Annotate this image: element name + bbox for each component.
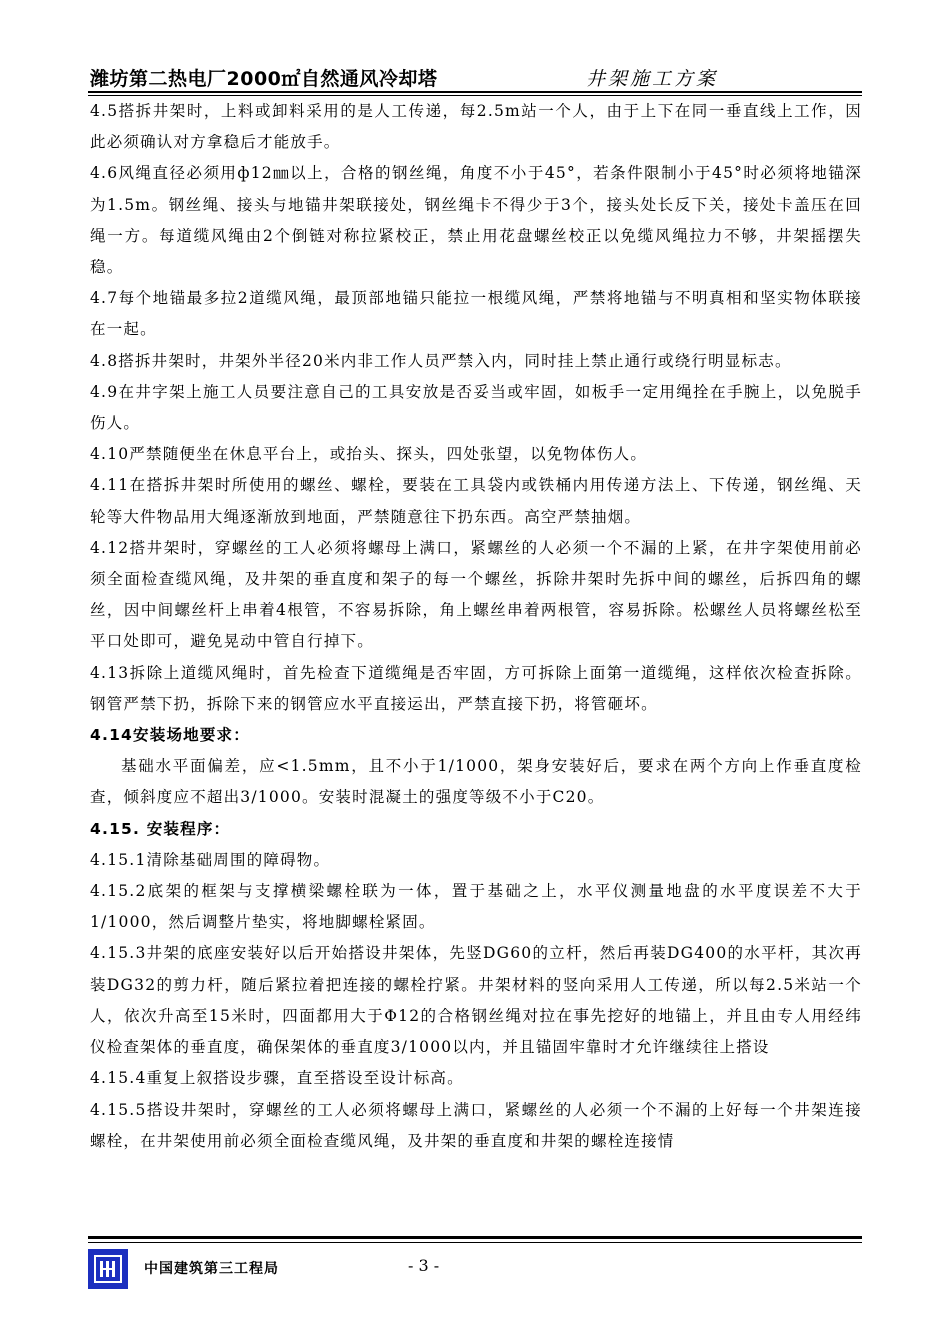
page-number: - 3 - [408,1256,440,1275]
page-footer [88,1236,862,1296]
paragraph: 4.15.2底架的框架与支撑横梁螺栓联为一体，置于基础之上，水平仪测量地盘的水平度误差不大于1/1000，然后调整片垫实，将地脚螺栓紧固。 [90,882,862,932]
paragraph: 4.8搭拆井架时，井架外半径20米内非工作人员严禁入内，同时挂上禁止通行或绕行明显标志。 [90,351,792,370]
paragraph: 4.13拆除上道缆风绳时，首先检查下道缆绳是否牢固，方可拆除上面第一道缆绳，这样依次检查拆除。钢管严禁下扔，拆除下来的钢管应水平直接运出，严禁直接下扔，将管砸坏。 [90,663,862,713]
paragraph: 4.9在井字架上施工人员要注意自己的工具安放是否妥当或牢固，如板手一定用绳拴在手腕上，以免脱手伤人。 [90,382,862,433]
paragraph: 4.15.5搭设井架时，穿螺丝的工人必须将螺母上满口，紧螺丝的人必须一个不漏的上好每一个井架连接螺栓，在井架使用前必须全面检查缆风绳，及井架的垂直度和井架的螺栓连接情 [90,1100,862,1150]
section-heading: 4.15. 安装程序： [90,819,231,838]
document-title: 潍坊第二热电厂2000㎡自然通风冷却塔 [90,68,438,90]
section-title: 井架施工方案 [586,68,719,90]
organization-name: 中国建筑第三工程局 [144,1261,279,1277]
paragraph: 4.15.3井架的底座安装好以后开始搭设井架体，先竖DG60的立杆，然后再装DG400的水平杆，其次再装DG32的剪力杆，随后紧拉着把连接的螺栓拧紧。井架材料的竖向采用人工传递，所以每2.5米站一个人，依次升高至15米时，四面都用大于Φ12的合格钢丝绳对拉在事先挖好的地锚上，并且由专人用经纬仪检查架体的垂直度，确保架体的垂直度3/1000以内，并且锚固牢靠时才允许继续往上搭设 [90,944,862,1057]
paragraph: 4.6风绳直径必须用ф12㎜以上，合格的钢丝绳，角度不小于45°，若条件限制小于45°时必须将地锚深为1.5m。钢丝绳、接头与地锚井架联接处，钢丝绳卡不得少于3个，接头处长反下关，接处卡盖压在回绳一方。每道缆风绳由2个倒链对称拉紧校正，禁止用花盘螺丝校正以免缆风绳拉力不够，井架摇摆失稳。 [90,164,862,277]
footer-rule [88,1236,862,1239]
paragraph: 4.5搭拆井架时，上料或卸料采用的是人工传递，每2.5m站一个人，由于上下在同一垂直线上工作，因此必须确认对方拿稳后才能放手。 [90,102,862,152]
page-header [88,62,862,96]
company-logo-icon [88,1249,128,1289]
header-rule [88,91,862,93]
paragraph: 4.15.4重复上叙搭设步骤，直至搭设至设计标高。 [90,1069,464,1088]
paragraph: 4.7每个地锚最多拉2道缆风绳，最顶部地锚只能拉一根缆风绳，严禁将地锚与不明真相和坚实物体联接在一起。 [90,289,862,339]
paragraph: 4.15.1清除基础周围的障碍物。 [90,850,331,869]
paragraph: 4.11在搭拆井架时所使用的螺丝、螺栓，要装在工具袋内或铁桶内用传递方法上、下传递，钢丝绳、天轮等大件物品用大绳逐渐放到地面，严禁随意往下扔东西。高空严禁抽烟。 [90,476,862,526]
section-heading: 4.14安装场地要求： [90,726,250,745]
footer-rule-thin [88,1242,862,1243]
paragraph: 4.12搭井架时，穿螺丝的工人必须将螺母上满口，紧螺丝的人必须一个不漏的上紧，在井字架使用前必须全面检查缆风绳，及井架的垂直度和架子的每一个螺丝，拆除井架时先拆中间的螺丝，后拆四角的螺丝，因中间螺丝杆上串着4根管，不容易拆除，角上螺丝串着两根管，容易拆除。松螺丝人员将螺丝松至平口处即可，避免晃动中管自行掉下。 [90,538,862,651]
paragraph: 基础水平面偏差，应<1.5mm，且不小于1/1000，架身安装好后，要求在两个方向上作垂直度检查，倾斜度应不超出3/1000。安装时混凝土的强度等级不小于C20。 [90,757,862,807]
body-text [90,96,862,1157]
paragraph: 4.10严禁随便坐在休息平台上，或抬头、探头，四处张望，以免物体伤人。 [90,445,648,464]
